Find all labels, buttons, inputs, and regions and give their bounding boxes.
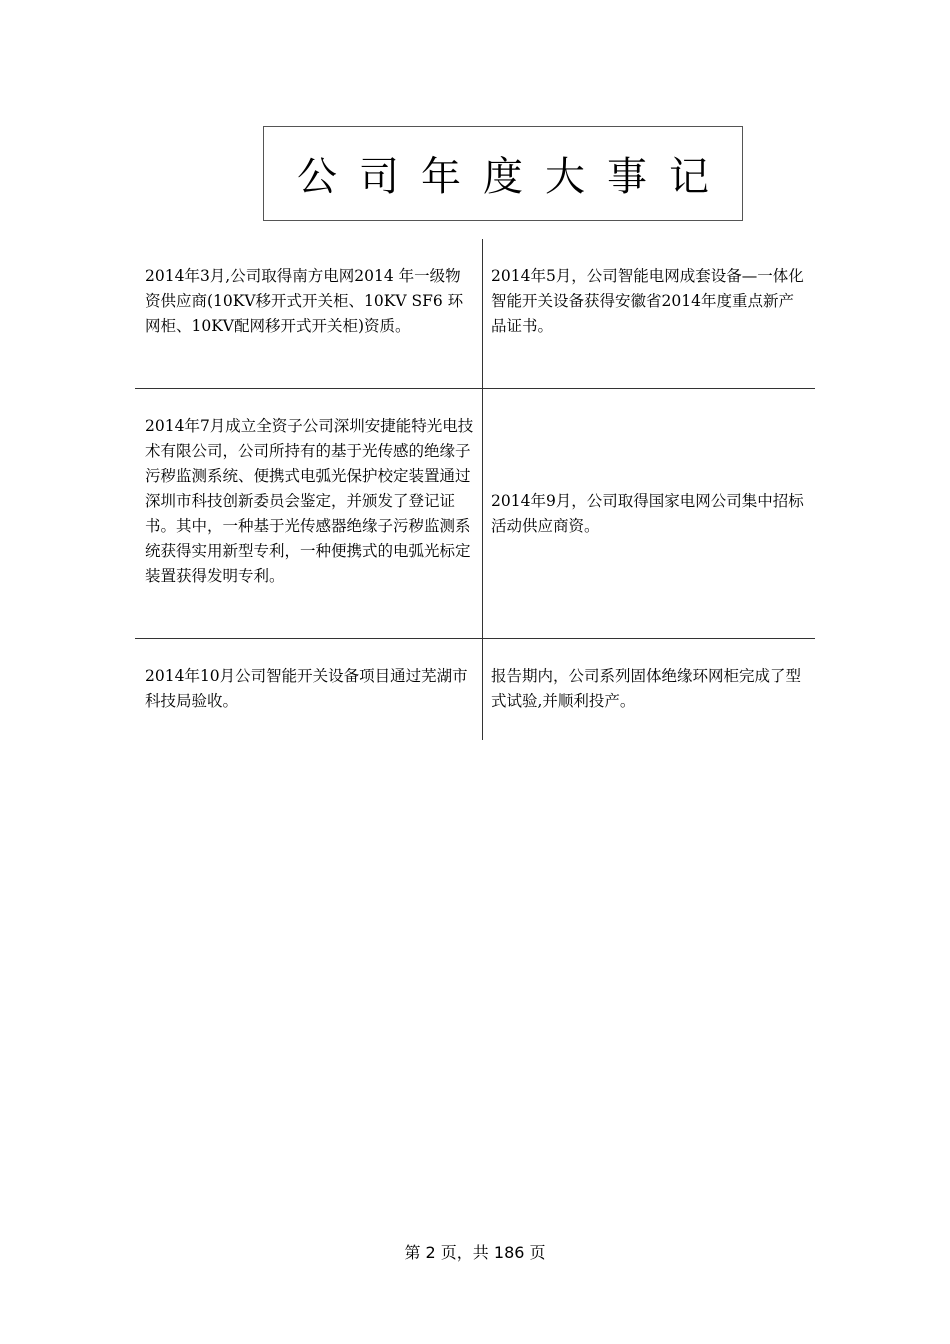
event-row <box>135 239 815 389</box>
event-cell-right: 报告期内，公司系列固体绝缘环网柜完成了型式试验,并顺利投产。 <box>491 667 802 710</box>
events-table <box>135 239 815 740</box>
event-cell-right-text: 2014年9月，公司取得国家电网公司集中招标活动供应商资。 <box>491 491 804 535</box>
event-row <box>135 389 815 639</box>
event-cell-right <box>483 389 815 638</box>
title-box <box>263 126 743 221</box>
event-cell-left: 2014年3月,公司取得南方电网2014 年一级物资供应商(10KV移开式开关柜、10KV SF6 环网柜、10KV配网移开式开关柜)资质。 <box>145 267 464 335</box>
event-cell-right: 2014年5月，公司智能电网成套设备—一体化智能开关设备获得安徽省2014年度重点新产品证书。 <box>491 267 804 335</box>
event-row <box>135 639 815 740</box>
event-cell-left: 2014年10月公司智能开关设备项目通过芜湖市科技局验收。 <box>145 667 468 710</box>
event-cell-left: 2014年7月成立全资子公司深圳安捷能特光电技术有限公司，公司所持有的基于光传感的绝缘子污秽监测系统、便携式电弧光保护校定装置通过深圳市科技创新委员会鉴定，并颁发了登记证书。其中，一种基于光传感器绝缘子污秽监测系统获得实用新型专利，一种便携式的电弧光标定装置获得发明专利。 <box>145 417 474 585</box>
page-footer: 第 2 页，共 186 页 <box>404 1243 546 1262</box>
page-title: 公司年度大事记 <box>297 154 731 200</box>
